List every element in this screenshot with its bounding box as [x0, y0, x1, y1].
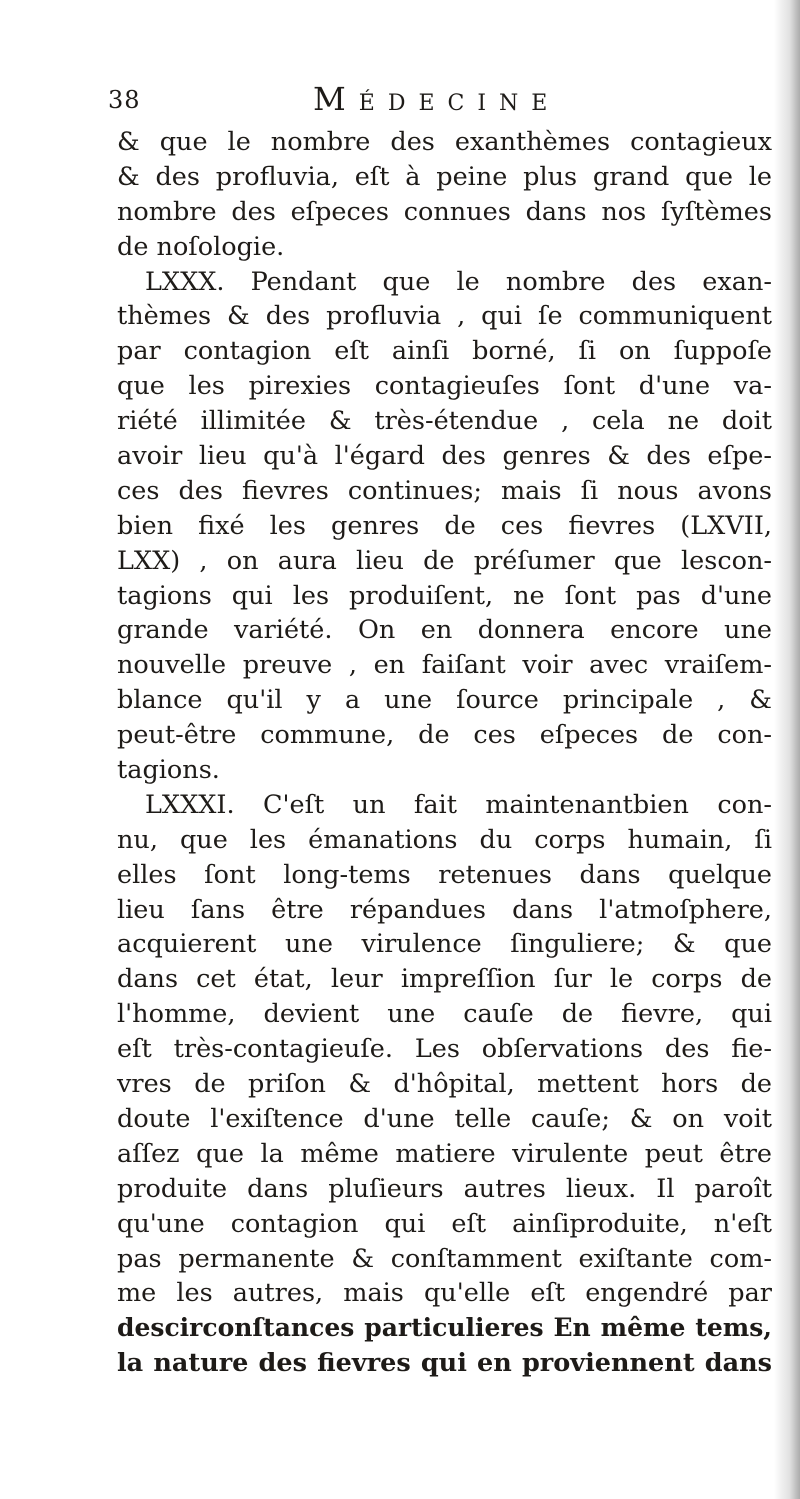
text-line: lieu ſans être répandues dans l'atmoſphere, — [117, 894, 772, 925]
text-line: l'homme, devient une cauſe de fievre, qui — [117, 999, 772, 1030]
body-text — [117, 125, 772, 1381]
text-line: aſſez que la même matiere virulente peut être — [117, 1138, 772, 1169]
text-line: vres de priſon & d'hôpital, mettent hors de — [117, 1069, 772, 1100]
paragraph-lxxx-start: LXXX. Pendant que le nombre des exan- — [145, 266, 772, 297]
text-line: tagions. — [117, 755, 220, 786]
text-line: nu, que les émanations du corps humain, ſi — [117, 824, 772, 855]
text-line: doute l'exiſtence d'une telle cauſe; & on voit — [117, 1103, 772, 1134]
text-line: ces des fievres continues; mais ſi nous avons — [117, 475, 772, 506]
text-line: nouvelle preuve , en faiſant voir avec vraiſem- — [117, 650, 772, 681]
text-line: blance qu'il y a une ſource principale , & — [117, 685, 772, 716]
text-line: qu'une contagion qui eſt ainſiproduite, n'eſt — [117, 1208, 772, 1239]
text-line: de noſologie. — [117, 231, 285, 262]
text-line: me les autres, mais qu'elle eſt engendré par — [117, 1278, 772, 1309]
text-line: & des profluvia, eſt à peine plus grand que le — [117, 161, 772, 192]
text-line: produite dans pluſieurs autres lieux. Il paroît — [117, 1173, 772, 1204]
text-line: riété illimitée & très-étendue , cela ne doit — [117, 406, 772, 437]
text-line: elles ſont long-tems retenues dans quelque — [117, 859, 772, 890]
text-line: pas permanente & conſtamment exiſtante com- — [117, 1243, 772, 1274]
text-line: & que le nombre des exanthèmes contagieux — [117, 127, 772, 157]
text-line: acquierent une virulence ſinguliere; & que — [117, 929, 772, 960]
text-line: la nature des fievres qui en proviennent dans — [117, 1348, 772, 1379]
section-title: Médecine — [313, 80, 561, 118]
paragraph-lxxxi-start: LXXXI. C'eſt un fait maintenantbien con- — [145, 789, 772, 820]
page-edge-shadow — [774, 0, 800, 1499]
page-number: 38 — [108, 86, 141, 114]
text-line: descirconſtances particulieres En même tems, — [117, 1313, 772, 1343]
text-line: thèmes & des profluvia , qui ſe communiquent — [117, 301, 772, 332]
text-line: bien fixé les genres de ces fievres (LXVII, — [117, 510, 772, 541]
text-line: dans cet état, leur impreſſion ſur le corps de — [117, 964, 772, 995]
text-line: tagions qui les produiſent, ne ſont pas d'une — [117, 580, 772, 611]
text-line: grande variété. On en donnera encore une — [117, 615, 772, 646]
text-line: nombre des eſpeces connues dans nos ſyſtèmes — [117, 196, 772, 227]
text-line: par contagion eſt ainſi borné, ſi on ſuppoſe — [117, 336, 772, 367]
text-line: peut-être commune, de ces eſpeces de con- — [117, 720, 772, 751]
running-head — [108, 80, 668, 120]
text-line: avoir lieu qu'à l'égard des genres & des eſpe- — [117, 441, 772, 472]
text-line: LXX) , on aura lieu de préſumer que lescon- — [117, 545, 772, 576]
text-line: eſt très-contagieuſe. Les obſervations des fie- — [117, 1034, 772, 1065]
text-line: que les pirexies contagieuſes ſont d'une va- — [117, 371, 772, 402]
